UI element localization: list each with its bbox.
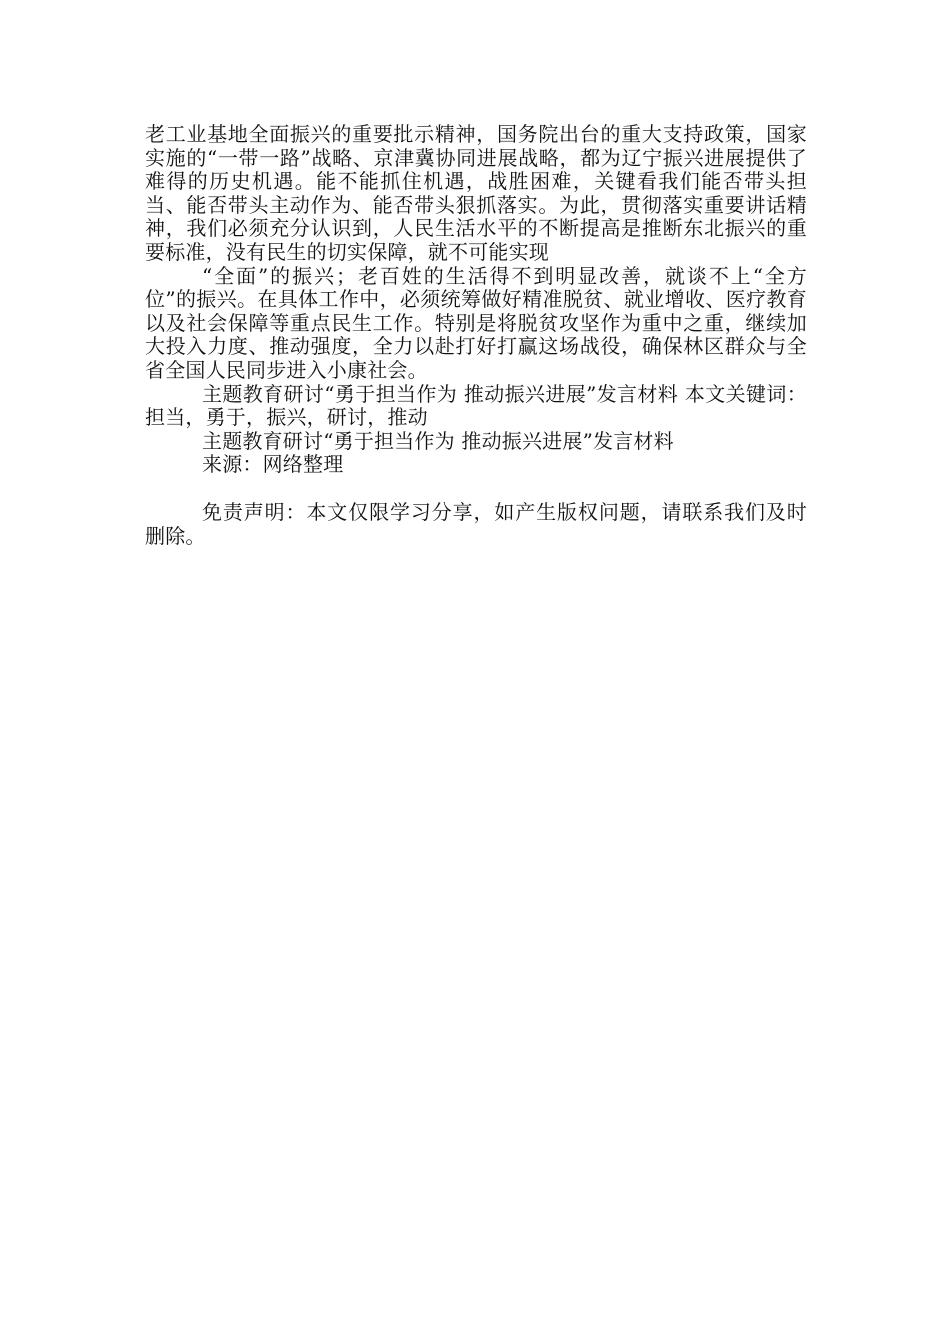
body-paragraph-1: 老工业基地全面振兴的重要批示精神，国务院出台的重大支持政策，国家实施的“一带一路”战略、京津冀协同进展战略，都为辽宁振兴进展提供了难得的历史机遇。能不能抓住机遇，战胜困难，关键看我们能否带头担当、能否带头主动作为、能否带头狠抓落实。为此，贯彻落实重要讲话精神，我们必须充分认识到，人民生活水平的不断提高是推断东北振兴的重要标准，没有民生的切实保障，就不可能实现 [145, 122, 807, 264]
document-body [145, 123, 807, 548]
body-paragraph-2: “全面”的振兴；老百姓的生活得不到明显改善，就谈不上“全方位”的振兴。在具体工作中，必须统筹做好精准脱贫、就业增收、医疗教育以及社会保障等重点民生工作。特别是将脱贫攻坚作为重中之重，继续加大投入力度、推动强度，全力以赴打好打赢这场战役，确保林区群众与全省全国人民同步进入小康社会。 [145, 263, 807, 382]
disclaimer-paragraph: 免责声明：本文仅限学习分享，如产生版权问题，请联系我们及时删除。 [145, 499, 807, 548]
keywords-line: 主题教育研讨“勇于担当作为 推动振兴进展”发言材料 本文关键词：担当，勇于，振兴，研讨，推动 [145, 381, 807, 430]
title-line: 主题教育研讨“勇于担当作为 推动振兴进展”发言材料 [202, 428, 674, 453]
source-line: 来源：网络整理 [202, 452, 344, 477]
spacer [145, 477, 807, 501]
